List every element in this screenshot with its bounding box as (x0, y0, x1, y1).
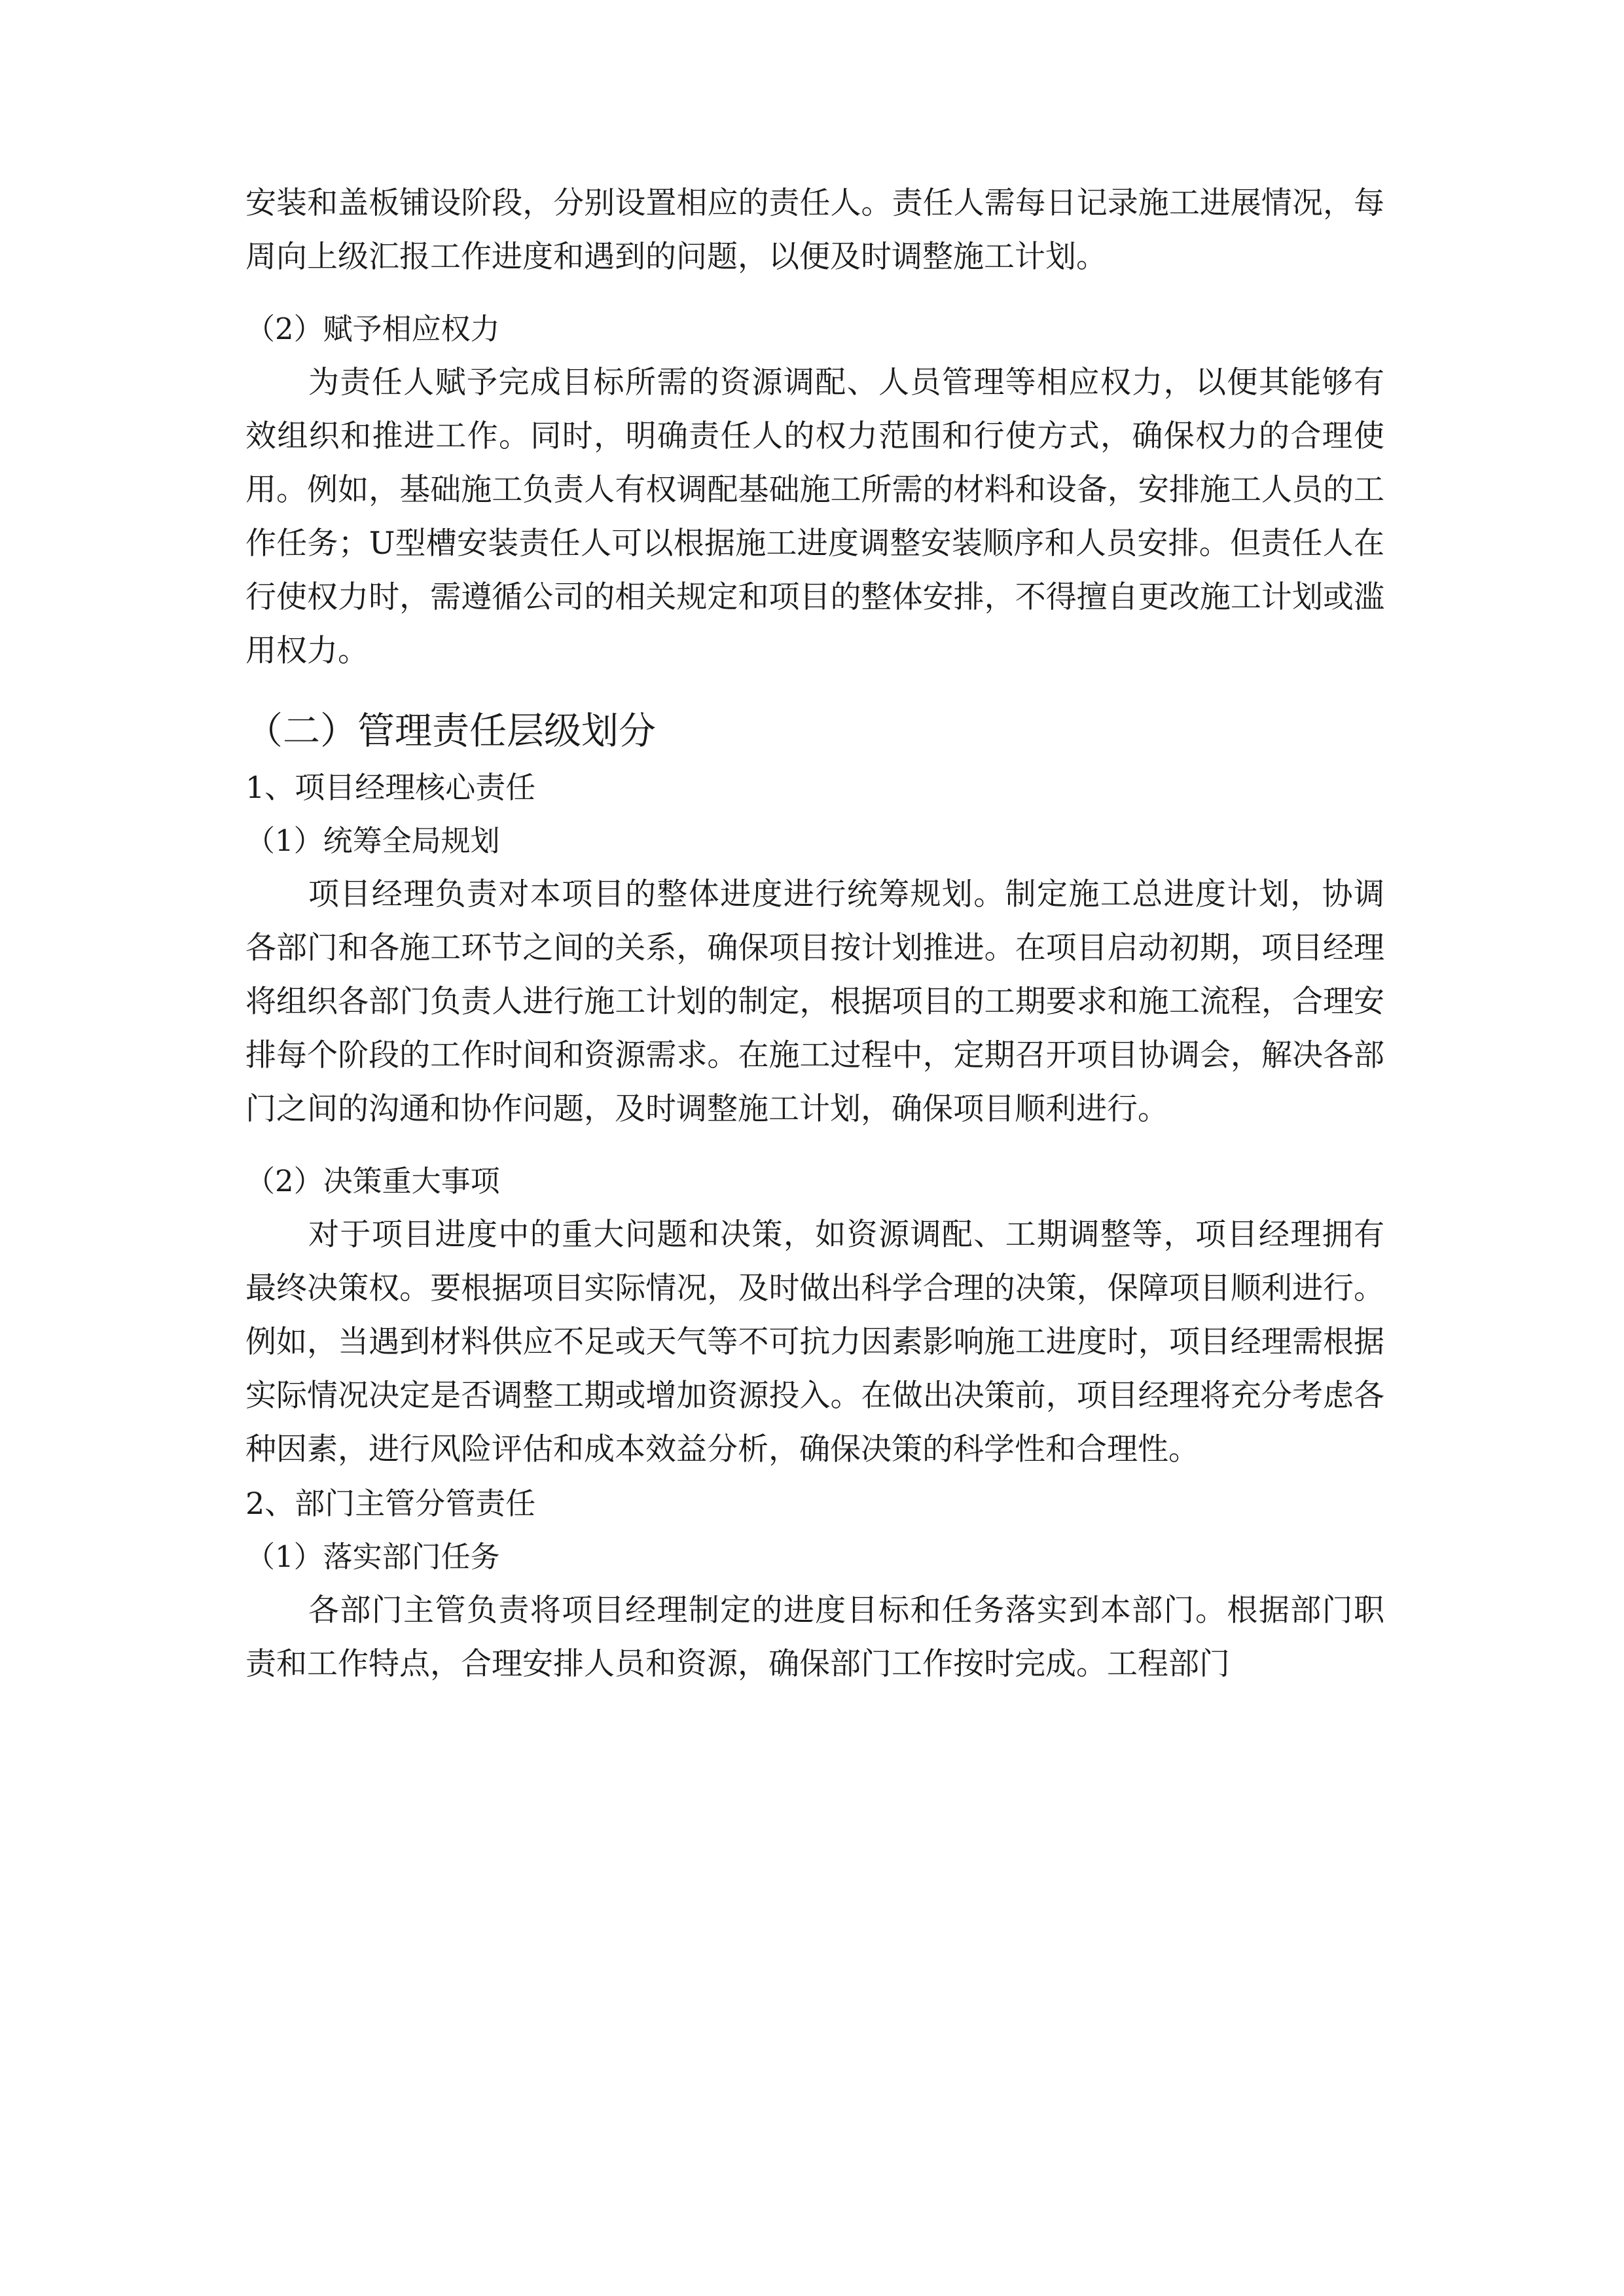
paragraph-major-decisions: 对于项目进度中的重大问题和决策，如资源调配、工期调整等，项目经理拥有最终决策权。要根据项目实际情况，及时做出科学合理的决策，保障项目顺利进行。例如，当遇到材料供应不足或天气等不可抗力因素影响施工进度时，项目经理需根据实际情况决定是否调整工期或增加资源投入。在做出决策前，项目经理将充分考虑各种因素，进行风险评估和成本效益分析，确保决策的科学性和合理性。 (245, 1217, 1384, 1467)
paragraph-department-tasks: 各部门主管负责将项目经理制定的进度目标和任务落实到本部门。根据部门职责和工作特点，合理安排人员和资源，确保部门工作按时完成。工程部门 (245, 1592, 1384, 1682)
subheading-department-tasks: （1）落实部门任务 (245, 1539, 500, 1574)
paragraph-grant-authority: 为责任人赋予完成目标所需的资源调配、人员管理等相应权力，以便其能够有效组织和推进工作。同时，明确责任人的权力范围和行使方式，确保权力的合理使用。例如，基础施工负责人有权调配基础施工所需的材料和设备，安排施工人员的工作任务；U型槽安装责任人可以根据施工进度调整安装顺序和人员安排。但责任人在行使权力时，需遵循公司的相关规定和项目的整体安排，不得擅自更改施工计划或滥用权力。 (245, 365, 1384, 669)
document-page (245, 177, 1384, 1691)
subheading-overall-planning: （1）统筹全局规划 (245, 823, 500, 858)
subheading-major-decisions: （2）决策重大事项 (245, 1164, 500, 1198)
paragraph-responsible-persons: 安装和盖板铺设阶段，分别设置相应的责任人。责任人需每日记录施工进展情况，每周向上级汇报工作进度和遇到的问题，以便及时调整施工计划。 (245, 185, 1384, 275)
section-heading-management-levels: （二）管理责任层级划分 (245, 709, 656, 753)
heading-department-heads: 2、部门主管分管责任 (245, 1486, 536, 1521)
subheading-grant-authority: （2）赋予相应权力 (245, 312, 500, 346)
heading-project-manager: 1、项目经理核心责任 (245, 770, 536, 805)
paragraph-overall-planning: 项目经理负责对本项目的整体进度进行统筹规划。制定施工总进度计划，协调各部门和各施工环节之间的关系，确保项目按计划推进。在项目启动初期，项目经理将组织各部门负责人进行施工计划的制定，根据项目的工期要求和施工流程，合理安排每个阶段的工作时间和资源需求。在施工过程中，定期召开项目协调会，解决各部门之间的沟通和协作问题，及时调整施工计划，确保项目顺利进行。 (245, 876, 1384, 1127)
